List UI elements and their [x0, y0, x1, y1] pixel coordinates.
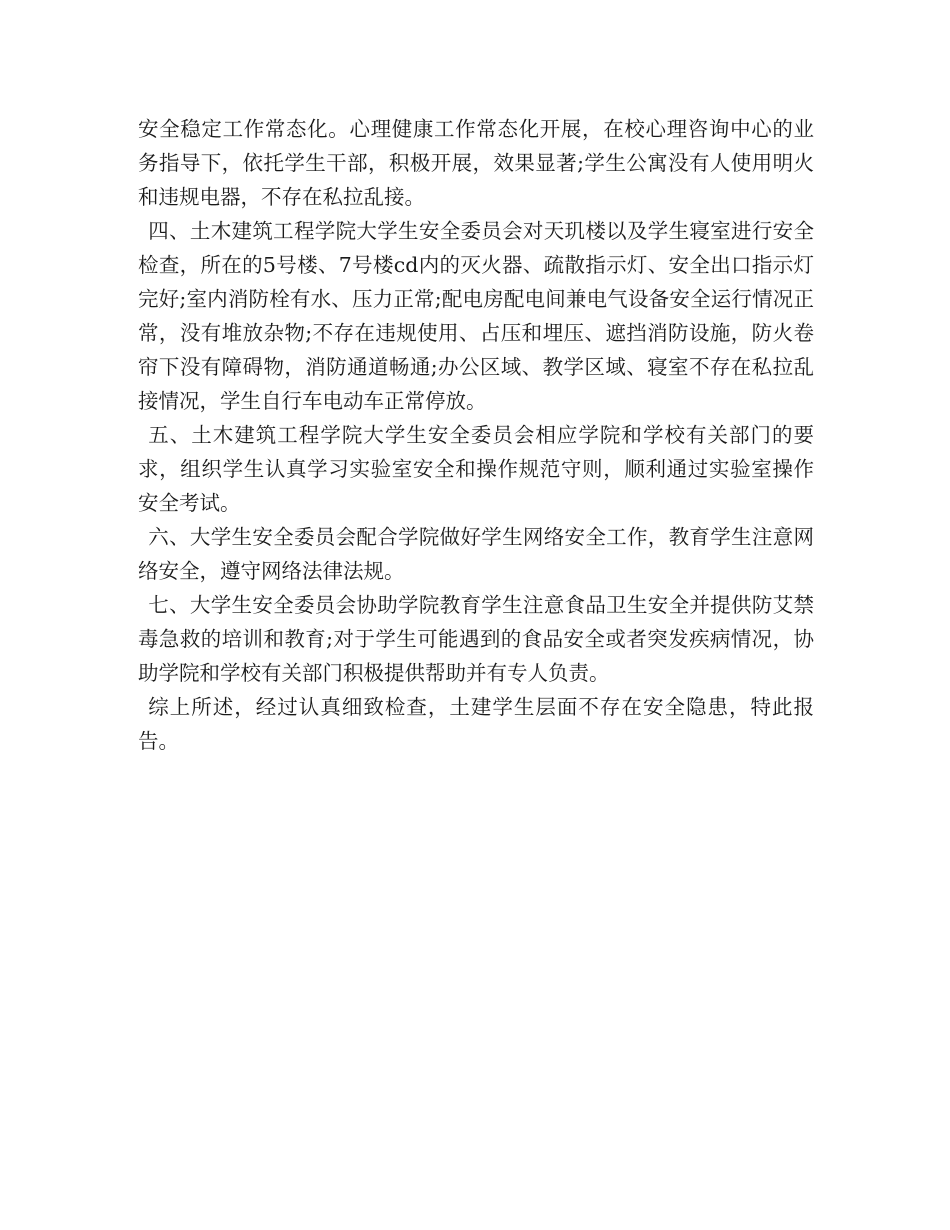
paragraph-section-6-network-safety: 六、大学生安全委员会配合学院做好学生网络安全工作，教育学生注意网络安全，遵守网络法律法规。	[138, 525, 814, 583]
paragraph-section-5-lab-safety: 五、土木建筑工程学院大学生安全委员会相应学院和学校有关部门的要求，组织学生认真学习实验室安全和操作规范守则，顺利通过实验室操作安全考试。	[138, 423, 814, 515]
paragraph-conclusion: 综上所述，经过认真细致检查，土建学生层面不存在安全隐患，特此报告。	[138, 695, 814, 753]
document-body	[138, 112, 814, 758]
paragraph-safety-normalization: 安全稳定工作常态化。心理健康工作常态化开展，在校心理咨询中心的业务指导下，依托学生干部，积极开展，效果显著;学生公寓没有人使用明火和违规电器，不存在私拉乱接。	[138, 117, 814, 209]
paragraph-section-4-inspection: 四、土木建筑工程学院大学生安全委员会对天玑楼以及学生寝室进行安全检查，所在的5号楼、7号楼cd内的灭火器、疏散指示灯、安全出口指示灯完好;室内消防栓有水、压力正常;配电房配电间兼电气设备安全运行情况正常，没有堆放杂物;不存在违规使用、占压和埋压、遮挡消防设施，防火卷帘下没有障碍物，消防通道畅通;办公区域、教学区域、寝室不存在私拉乱接情况，学生自行车电动车正常停放。	[138, 219, 814, 413]
paragraph-section-7-food-safety: 七、大学生安全委员会协助学院教育学生注意食品卫生安全并提供防艾禁毒急救的培训和教育;对于学生可能遇到的食品安全或者突发疾病情况，协助学院和学校有关部门积极提供帮助并有专人负责。	[138, 593, 814, 685]
